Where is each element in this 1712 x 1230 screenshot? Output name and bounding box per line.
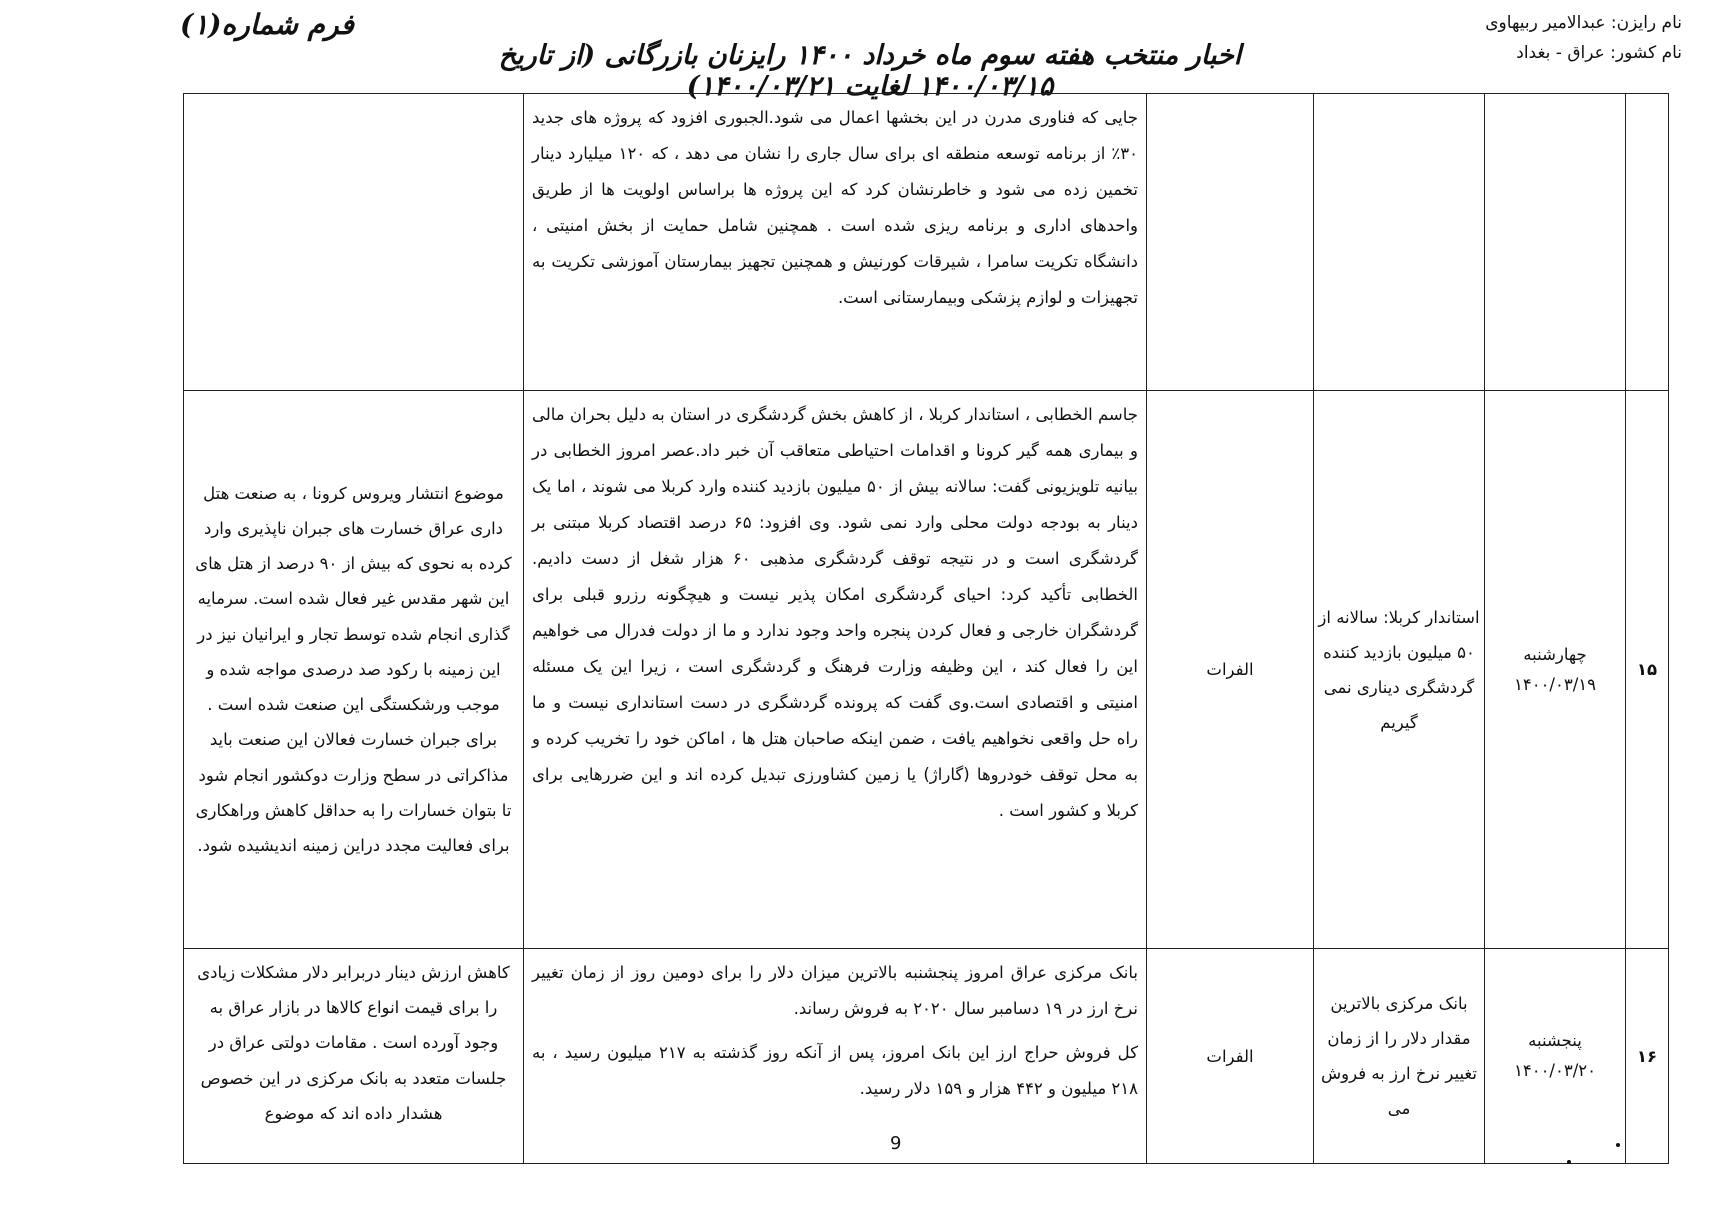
row-source: الفرات [1147, 949, 1314, 1164]
page-title: اخبار منتخب هفته سوم ماه خرداد ۱۴۰۰ رایزنان بازرگانی (از تاریخ ۱۴۰۰/۰۳/۱۵ لغایت ۱۴۰۰/۰۳/۲۱) [498, 40, 1242, 102]
table-row [184, 94, 1669, 391]
row-title [1314, 94, 1485, 391]
row-date: چهارشنبه ۱۴۰۰/۰۳/۱۹ [1485, 391, 1626, 949]
scan-dot-mark [1567, 1160, 1571, 1164]
row-analysis [184, 94, 524, 391]
row-news-text: جاسم الخطابی ، استاندار کربلا ، از کاهش بخش گردشگری در استان به دلیل بحران مالی و بیماری همه گیر کرونا و اقدامات احتیاطی متعاقب آن خبر داد.عصر امروز الخطابی در بیانیه تلویزیونی گفت: سالانه بیش از ۵۰ میلیون بازدید کننده وارد کربلا می شوند ، اما یک دینار به بودجه دولت محلی وارد نمی شود. وی افزود: ۶۵ درصد اقتصاد کربلا مبتنی بر گردشگری است و در نتیجه توقف گردشگری مذهبی ۶۰ هزار شغل از دست دادیم. الخطابی تأکید کرد: احیای گردشگری امکان پذیر نیست و هیچگونه رزرو قبلی برای گردشگران خارجی و فعال کردن پنجره واحد وجود ندارد و ما از دولت فدرال می خواهیم این را فعال کند ، این وظیفه وزارت فرهنگ و گردشگری است ، زیرا این یک مسئله امنیتی و اقتصادی است.وی گفت که پرونده گردشگری در دست استانداری نیست و ما راه حل واقعی نخواهیم یافت ، ضمن اینکه صاحبان هتل ها ، اماکن خود را تخریب کرده و به محل توقف خودروها (گاراژ) یا زمین کشاورزی تبدیل کرده اند و این ضررهایی برای کربلا و کشور است . [524, 391, 1147, 949]
news-paragraph-1: بانک مرکزی عراق امروز پنجشنبه بالاترین میزان دلار را برای دومین روز از زمان تغییر نرخ ارز در ۱۹ دسامبر سال ۲۰۲۰ به فروش رساند. [532, 963, 1138, 1018]
table-row [184, 949, 1669, 1164]
form-number-label: فرم شماره(۱) [180, 8, 354, 41]
row-title: استاندار کربلا: سالانه از ۵۰ میلیون بازدید کننده گردشگری دیناری نمی گیریم [1314, 391, 1485, 949]
advisor-info [1485, 8, 1682, 68]
row-source: الفرات [1147, 391, 1314, 949]
row-analysis: کاهش ارزش دینار دربرابر دلار مشکلات زیادی را برای قیمت انواع کالاها در بازار عراق به وجود آورده است . مقامات دولتی عراق در جلسات متعدد به بانک مرکزی در این خصوص هشدار داده اند که موضوع [184, 949, 524, 1164]
row-date [1485, 94, 1626, 391]
row-date: پنجشنبه ۱۴۰۰/۰۳/۲۰ [1485, 949, 1626, 1164]
scan-dot-mark [1616, 1143, 1620, 1147]
news-table [183, 93, 1669, 1164]
row-number: ۱۵ [1626, 391, 1669, 949]
row-news-text [524, 949, 1147, 1164]
news-paragraph-2: کل فروش حراج ارز این بانک امروز، پس از آنکه روز گذشته به ۲۱۷ میلیون رسید ، به ۲۱۸ میلیون و ۴۴۲ هزار و ۱۵۹ دلار رسید. [532, 1043, 1139, 1098]
row-number [1626, 94, 1669, 391]
page-number: 9 [890, 1133, 902, 1154]
row-analysis: موضوع انتشار ویروس کرونا ، به صنعت هتل داری عراق خسارت های جبران ناپذیری وارد کرده به نحوی که بیش از ۹۰ درصد از هتل های این شهر مقدس غیر فعال شده است. سرمایه گذاری انجام شده توسط تجار و ایرانیان نیز در این زمینه با رکود صد درصدی مواجه شده و موجب ورشکستگی این صنعت شده است . برای جبران خسارت فعالان این صنعت باید مذاکراتی در سطح وزارت دوکشور انجام شود تا بتوان خسارات را به حداقل کاهش وراهکاری برای فعالیت مجدد دراین زمینه اندیشیده شود. [184, 391, 524, 949]
row-news-text: جایی که فناوری مدرن در این بخشها اعمال می شود.الجبوری افزود که پروژه های جدید ۳۰٪ از برنامه توسعه منطقه ای برای سال جاری را نشان می دهد ، که ۱۲۰ میلیارد دینار تخمین زده می شود و خاطرنشان کرد که این پروژه ها براساس اولویت ها از طریق واحدهای اداری و برنامه ریزی شده است . همچنین شامل حمایت از بخش امنیتی ، دانشگاه تکریت سامرا ، شیرقات کورنیش و همچنین تجهیز بیمارستان آموزشی تکریت به تجهیزات و لوازم پزشکی وبیمارستانی است. [524, 94, 1147, 391]
row-number: ۱۶ [1626, 949, 1669, 1164]
row-title: بانک مرکزی بالاترین مقدار دلار را از زمان تغییر نرخ ارز به فروش می [1314, 949, 1485, 1164]
country-name: نام کشور: عراق - بغداد [1516, 43, 1682, 63]
table-row [184, 391, 1669, 949]
advisor-name: نام رایزن: عبدالامیر ربیهاوی [1485, 13, 1682, 33]
row-source [1147, 94, 1314, 391]
